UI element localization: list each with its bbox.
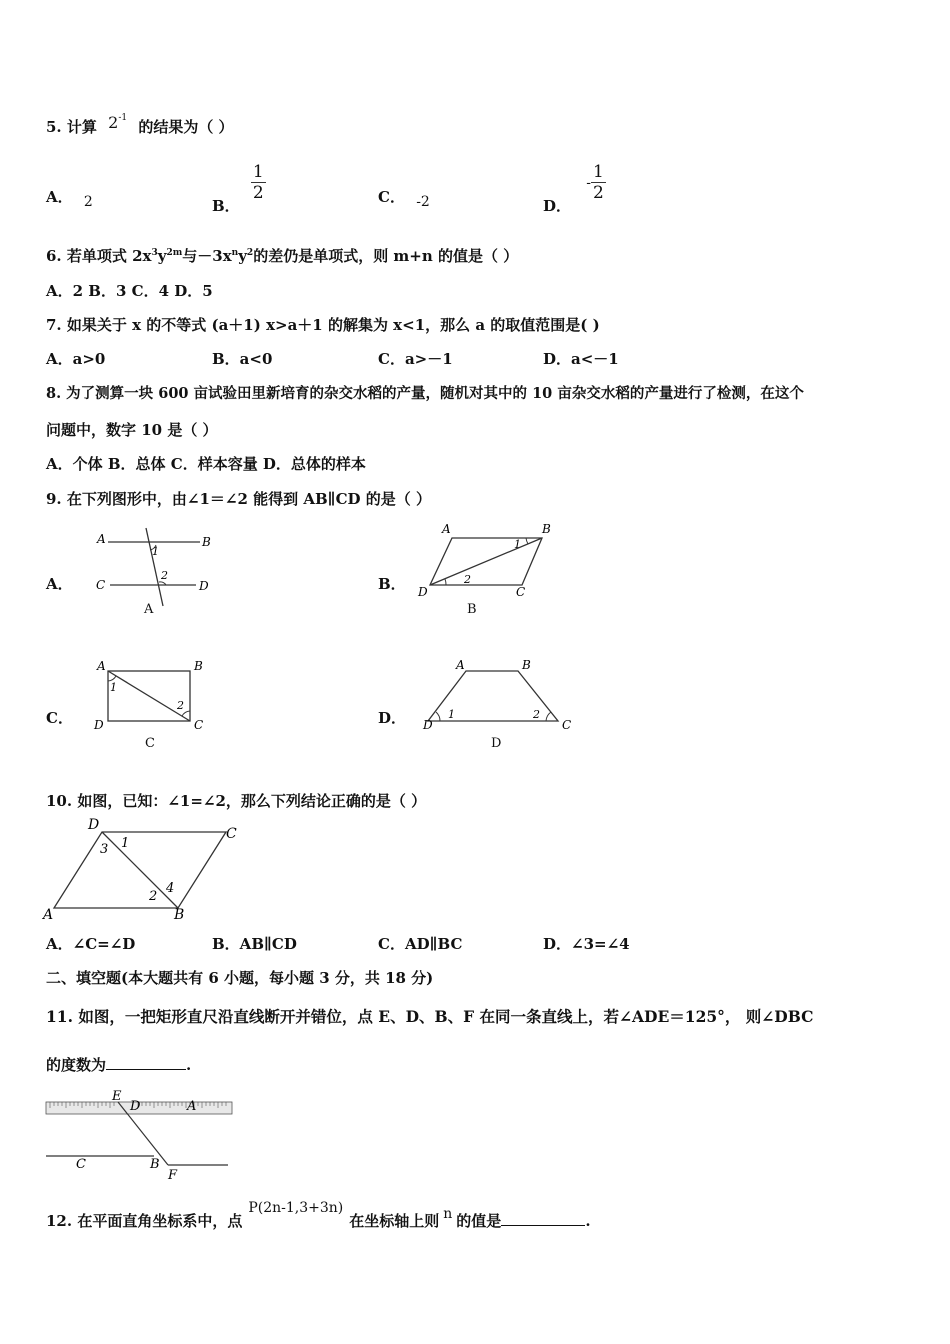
q5-option-d[interactable] bbox=[543, 162, 606, 215]
fraction-denominator: 2 bbox=[592, 183, 604, 203]
point-label-c: C bbox=[562, 718, 572, 732]
angle-label-1: 1 bbox=[448, 708, 455, 721]
point-label-b: B bbox=[174, 907, 185, 923]
q6-text: 与－3x bbox=[182, 247, 232, 265]
angle-arc bbox=[445, 579, 446, 585]
option-value: -2 bbox=[416, 194, 430, 210]
section-2-heading: 二、填空题(本大题共有 6 小题，每小题 3 分，共 18 分) bbox=[46, 969, 434, 987]
fraction-numerator: 1 bbox=[252, 162, 264, 182]
angle-label-1: 1 bbox=[110, 681, 117, 694]
question-9: 9. 在下列图形中，由∠1＝∠2 能得到 AB∥CD 的是（ ） bbox=[46, 490, 431, 508]
question-11-line1: 11. 如图，一把矩形直尺沿直线断开并错位，点 E、D、B、F 在同一条直线上，若∠ADE＝125°， 则∠DBC bbox=[46, 1007, 814, 1026]
point-label-b: B bbox=[522, 658, 531, 672]
q6-text: y bbox=[238, 247, 247, 265]
angle-label-3: 3 bbox=[100, 842, 109, 857]
angle-label-2: 2 bbox=[149, 889, 158, 904]
q9-figure-c bbox=[88, 656, 218, 734]
point-label-f: F bbox=[168, 1168, 178, 1183]
point-label-a: A bbox=[97, 532, 106, 546]
point-label-a: A bbox=[456, 658, 465, 672]
q9-option-c-label[interactable]: C． bbox=[46, 709, 73, 727]
question-8-line1: 8. 为了测算一块 600 亩试验田里新培育的杂交水稻的产量，随机对其中的 10 亩杂交水稻的产量进行了检测，在这个 bbox=[46, 385, 804, 402]
q10-option-b[interactable]: B．AB∥CD bbox=[212, 935, 297, 953]
q9-caption-a: A bbox=[144, 602, 154, 617]
q9-option-a-label[interactable]: A． bbox=[46, 575, 73, 593]
q9-caption-b: B bbox=[467, 602, 477, 617]
diagonal-ac bbox=[108, 671, 190, 721]
q6-options[interactable]: A．2 B．3 C．4 D．5 bbox=[46, 282, 213, 300]
option-label: C． bbox=[378, 188, 405, 206]
q7-option-a[interactable]: A．a>0 bbox=[46, 350, 106, 368]
angle-label-2: 2 bbox=[177, 699, 184, 712]
point-label-c: C bbox=[516, 585, 526, 599]
point-label-a: A bbox=[43, 907, 54, 923]
q6-sup: 2 bbox=[246, 248, 254, 258]
q10-option-d[interactable]: D．∠3=∠4 bbox=[543, 935, 630, 953]
q5-exp: -1 bbox=[118, 113, 128, 123]
fraction-numerator: 1 bbox=[592, 162, 604, 182]
q6-text: 6. 若单项式 2x bbox=[46, 247, 152, 265]
angle-arc bbox=[546, 712, 551, 721]
diagonal-db bbox=[102, 832, 178, 908]
q9-option-b-label[interactable]: B． bbox=[378, 575, 406, 593]
q5-d-fraction bbox=[591, 162, 606, 203]
point-label-c: C bbox=[194, 718, 204, 732]
q9-figure-a bbox=[88, 520, 228, 620]
q9-caption-d: D bbox=[491, 736, 502, 751]
q5-option-a[interactable] bbox=[46, 186, 93, 210]
point-label-a: A bbox=[97, 659, 106, 673]
q6-text: y bbox=[157, 247, 167, 265]
angle-label-1: 1 bbox=[514, 538, 521, 551]
fraction-denominator: 2 bbox=[252, 183, 264, 203]
option-sign: - bbox=[586, 174, 591, 191]
option-label: B． bbox=[212, 196, 240, 215]
angle-label-2: 2 bbox=[464, 573, 471, 586]
question-10: 10. 如图，已知：∠1=∠2，那么下列结论正确的是（ ） bbox=[46, 792, 427, 810]
q7-option-c[interactable]: C．a>－1 bbox=[378, 350, 453, 368]
transversal bbox=[146, 528, 163, 606]
point-label-d: D bbox=[418, 585, 428, 599]
q9-option-d-label[interactable]: D． bbox=[378, 709, 407, 727]
angle-arc bbox=[526, 538, 528, 544]
q12-text: 12. 在平面直角坐标系中，点 bbox=[46, 1212, 243, 1230]
q12-period: . bbox=[585, 1212, 591, 1230]
angle-label-2: 2 bbox=[533, 708, 540, 721]
q5-base: 2 bbox=[108, 113, 119, 132]
q11-text: 的度数为 bbox=[46, 1056, 107, 1074]
q9-caption-c: C bbox=[145, 736, 155, 751]
angle-label-4: 4 bbox=[166, 881, 175, 896]
point-label-d: D bbox=[88, 817, 100, 833]
q12-text: 在坐标轴上则 bbox=[349, 1212, 440, 1230]
q10-option-a[interactable]: A．∠C=∠D bbox=[46, 935, 136, 953]
option-label: A． bbox=[46, 188, 73, 206]
point-label-a: A bbox=[442, 522, 451, 536]
point-label-b: B bbox=[202, 535, 211, 549]
q5-option-c[interactable] bbox=[378, 186, 430, 210]
option-label: D． bbox=[543, 196, 572, 215]
angle-arc bbox=[436, 712, 440, 721]
q7-option-d[interactable]: D．a<－1 bbox=[543, 350, 619, 368]
point-label-b: B bbox=[542, 522, 551, 536]
q5-b-fraction bbox=[251, 162, 266, 203]
point-label-d: D bbox=[423, 718, 433, 732]
q5-prefix: 5. 计算 bbox=[46, 118, 97, 136]
question-8-line2: 问题中，数字 10 是（ ） bbox=[46, 421, 218, 439]
q6-text: 的差仍是单项式，则 m+n 的值是（ ） bbox=[253, 247, 519, 265]
q12-variable: n bbox=[443, 1206, 453, 1222]
point-label-d: D bbox=[130, 1099, 141, 1114]
angle-label-2: 2 bbox=[161, 569, 168, 582]
point-label-d: D bbox=[199, 579, 209, 593]
question-7: 7. 如果关于 x 的不等式 (a＋1) x>a＋1 的解集为 x<1，那么 a 的取值范围是( ) bbox=[46, 316, 600, 334]
q11-period: . bbox=[186, 1056, 192, 1074]
question-6 bbox=[46, 245, 518, 266]
q7-option-b[interactable]: B．a<0 bbox=[212, 350, 273, 368]
point-label-d: D bbox=[94, 718, 104, 732]
point-label-a: A bbox=[187, 1099, 197, 1114]
point-label-c: C bbox=[76, 1157, 86, 1172]
q12-point: P(2n-1,3+3n) bbox=[248, 1200, 344, 1216]
q5-suffix: 的结果为（ ） bbox=[138, 118, 234, 136]
q12-answer-blank[interactable] bbox=[501, 1211, 585, 1226]
angle-label-1: 1 bbox=[121, 836, 130, 851]
point-label-c: C bbox=[96, 578, 106, 592]
q5-option-b[interactable] bbox=[212, 162, 266, 215]
q10-option-c[interactable]: C．AD∥BC bbox=[378, 935, 463, 953]
q12-text: 的值是 bbox=[456, 1212, 502, 1230]
q11-ruler-figure bbox=[42, 1088, 242, 1183]
q6-sup: n bbox=[231, 248, 239, 258]
q9-figure-b bbox=[412, 520, 562, 600]
point-label-e: E bbox=[112, 1089, 122, 1104]
question-5 bbox=[46, 113, 234, 137]
q8-options[interactable]: A．个体 B．总体 C．样本容量 D．总体的样本 bbox=[46, 455, 366, 473]
q10-figure bbox=[40, 815, 250, 923]
q11-answer-blank[interactable] bbox=[106, 1055, 186, 1070]
point-label-b: B bbox=[150, 1157, 160, 1172]
question-12 bbox=[46, 1200, 591, 1231]
point-label-b: B bbox=[194, 659, 203, 673]
q6-sup: 2m bbox=[166, 248, 183, 258]
point-label-c: C bbox=[226, 826, 237, 842]
option-value: 2 bbox=[83, 194, 93, 210]
q9-figure-d bbox=[414, 656, 584, 734]
q6-sup: 3 bbox=[151, 248, 158, 258]
question-11-line2 bbox=[46, 1054, 191, 1075]
angle-label-1: 1 bbox=[152, 545, 159, 558]
